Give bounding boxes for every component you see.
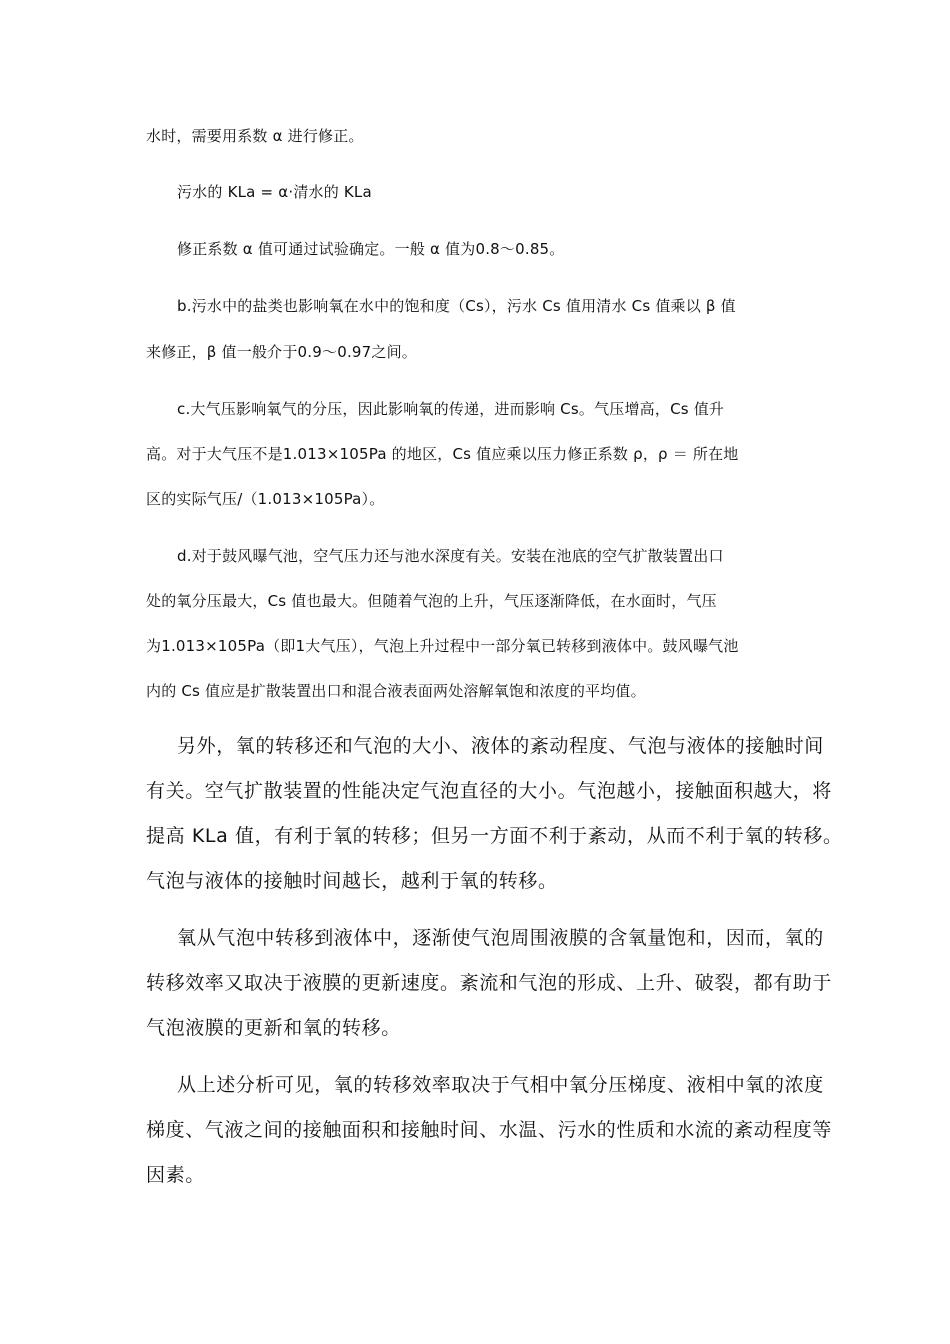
- text-line: 气泡液膜的更新和氧的转移。: [146, 1017, 401, 1039]
- text-line: 为1.013×105Pa（即1大气压），气泡上升过程中一部分氧已转移到液体中。鼓风曝气池: [146, 637, 739, 655]
- text-line: 修正系数 α 值可通过试验确定。一般 α 值为0.8～0.85。: [177, 240, 565, 258]
- text-line: 内的 Cs 值应是扩散装置出口和混合液表面两处溶解氧饱和浓度的平均值。: [146, 682, 646, 700]
- text-line: 梯度、气液之间的接触面积和接触时间、水温、污水的性质和水流的紊动程度等: [146, 1119, 833, 1141]
- text-line: 水时，需要用系数 α 进行修正。: [146, 127, 364, 145]
- text-line: 污水的 KLa = α·清水的 KLa: [177, 183, 372, 201]
- text-line: 高。对于大气压不是1.013×105Pa 的地区，Cs 值应乘以压力修正系数 ρ，ρ ＝ 所在地: [146, 445, 739, 463]
- text-line: 提高 KLa 值，有利于氧的转移；但另一方面不利于紊动，从而不利于氧的转移。: [146, 825, 843, 847]
- text-line: 另外，氧的转移还和气泡的大小、液体的紊动程度、气泡与液体的接触时间: [177, 735, 824, 757]
- text-line: b.污水中的盐类也影响氧在水中的饱和度（Cs），污水 Cs 值用清水 Cs 值乘以 β 值: [177, 297, 736, 315]
- text-line: 来修正，β 值一般介于0.9～0.97之间。: [146, 343, 417, 361]
- text-line: 从上述分析可见，氧的转移效率取决于气相中氧分压梯度、液相中氧的浓度: [177, 1074, 824, 1096]
- text-line: 气泡与液体的接触时间越长，越利于氧的转移。: [146, 870, 558, 892]
- text-line: d.对于鼓风曝气池，空气压力还与池水深度有关。安装在池底的空气扩散装置出口: [177, 547, 724, 565]
- text-line: 有关。空气扩散装置的性能决定气泡直径的大小。气泡越小，接触面积越大，将: [146, 780, 833, 802]
- text-line: 氧从气泡中转移到液体中，逐渐使气泡周围液膜的含氧量饱和，因而，氧的: [177, 927, 824, 949]
- text-line: 处的氧分压最大，Cs 值也最大。但随着气泡的上升，气压逐渐降低，在水面时，气压: [146, 592, 717, 610]
- text-line: 因素。: [146, 1164, 205, 1186]
- text-line: 转移效率又取决于液膜的更新速度。紊流和气泡的形成、上升、破裂，都有助于: [146, 972, 833, 994]
- text-line: 区的实际气压/（1.013×105Pa）。: [146, 490, 385, 508]
- text-line: c.大气压影响氧气的分压，因此影响氧的传递，进而影响 Cs。气压增高，Cs 值升: [177, 400, 725, 418]
